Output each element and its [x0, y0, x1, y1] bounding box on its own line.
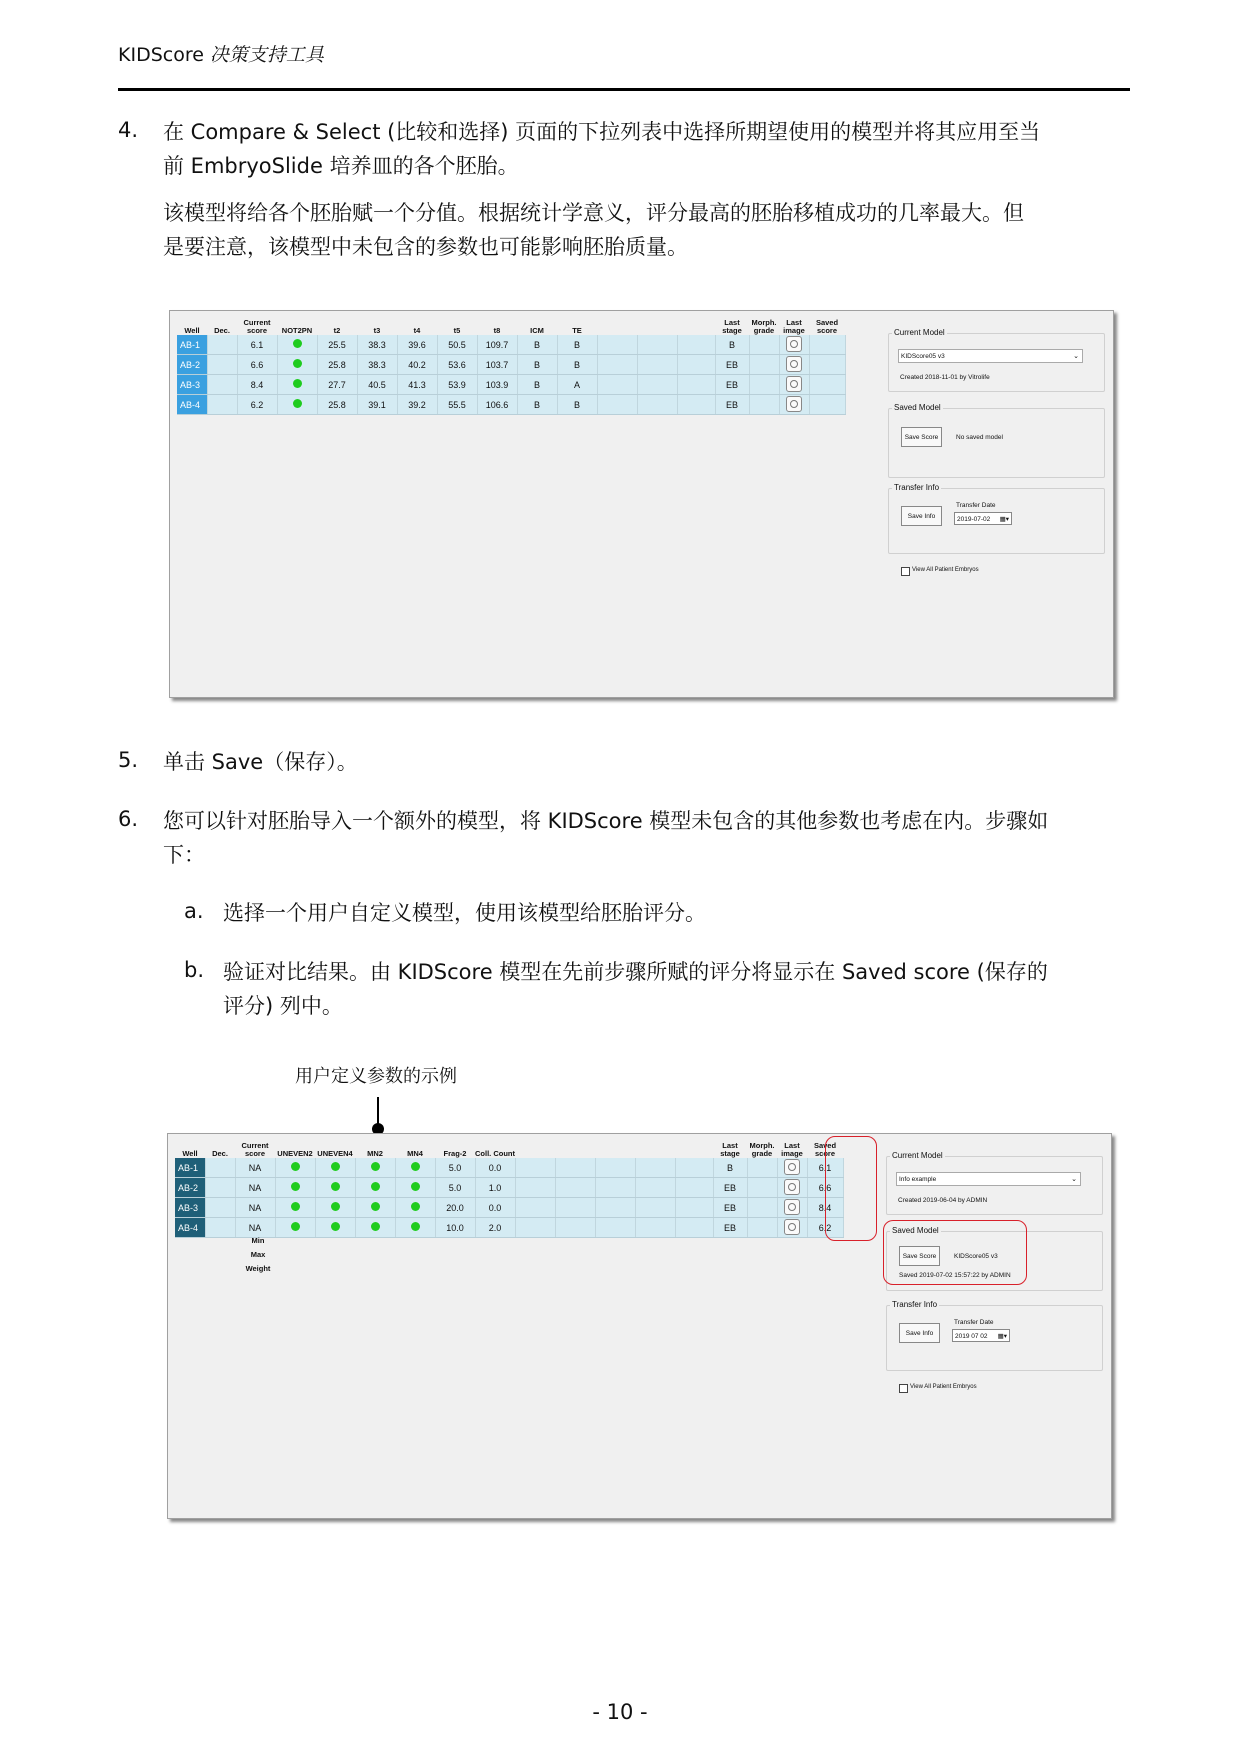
table-cell: 5.0	[435, 1158, 475, 1178]
green-dot-icon	[331, 1182, 340, 1191]
table-cell	[809, 375, 845, 395]
table-cell: 25.8	[317, 395, 357, 415]
table-cell	[677, 335, 715, 355]
chevron-down-icon: ⌄	[1073, 353, 1079, 360]
column-header	[637, 317, 677, 335]
table-cell: 106.6	[477, 395, 517, 415]
table-cell: NA	[235, 1158, 275, 1178]
table-cell: 6.1	[807, 1158, 843, 1178]
green-dot-icon	[371, 1222, 380, 1231]
table-cell: EB	[713, 1178, 747, 1198]
table-cell: 103.9	[477, 375, 517, 395]
transfer-date-label: Transfer Date	[954, 1319, 994, 1326]
step-4-line2: 前 EmbryoSlide 培养皿的各个胚胎。	[163, 154, 519, 178]
column-header: Morph. grade	[751, 318, 777, 335]
camera-icon[interactable]	[784, 1159, 800, 1175]
column-header: t8	[493, 326, 501, 335]
saved-model-name: KIDScore05 v3	[954, 1253, 998, 1260]
view-all-checkbox[interactable]	[901, 567, 910, 576]
column-header: Last image	[781, 1141, 803, 1158]
green-dot-icon	[293, 379, 302, 388]
status-cell	[395, 1198, 435, 1218]
column-header	[555, 1140, 595, 1158]
table-cell: B	[715, 335, 749, 355]
table-cell: 53.6	[437, 355, 477, 375]
saved-score-highlight	[825, 1136, 877, 1241]
embryo-table-1	[177, 317, 846, 415]
last-image-cell	[777, 1198, 807, 1218]
well-id: AB-4	[175, 1218, 205, 1238]
table-cell	[207, 395, 237, 415]
green-dot-icon	[411, 1162, 420, 1171]
column-header	[515, 1140, 555, 1158]
last-image-cell	[779, 355, 809, 375]
column-header: Dec.	[214, 326, 230, 335]
table-cell: EB	[715, 375, 749, 395]
column-header: Morph. grade	[749, 1141, 775, 1158]
step-4-para2-line2: 是要注意，该模型中未包含的参数也可能影响胚胎质量。	[163, 235, 688, 259]
green-dot-icon	[291, 1202, 300, 1211]
model-dropdown-value: Info example	[899, 1176, 937, 1183]
step-a-letter: a.	[184, 899, 204, 923]
table-cell	[205, 1158, 235, 1178]
transfer-info-title: Transfer Info	[894, 483, 940, 492]
table-cell	[597, 355, 637, 375]
table-cell	[677, 375, 715, 395]
table-cell: 6.2	[237, 395, 277, 415]
table-row[interactable]	[177, 355, 845, 375]
well-id: AB-2	[177, 355, 207, 375]
column-header: MN2	[367, 1149, 383, 1158]
table-cell	[747, 1178, 777, 1198]
column-header: t2	[333, 326, 341, 335]
save-score-button[interactable]: Save Score	[899, 1246, 940, 1266]
table-cell	[555, 1178, 595, 1198]
table-cell: B	[517, 355, 557, 375]
saved-model-highlight	[883, 1220, 1027, 1285]
screenshot-compare-select-2	[167, 1133, 1112, 1519]
screenshot-compare-select-1	[169, 310, 1114, 698]
column-header	[595, 1140, 635, 1158]
transfer-date-value: 2019 07 02	[955, 1333, 988, 1340]
table-cell	[635, 1198, 675, 1218]
table-row[interactable]	[177, 395, 845, 415]
green-dot-icon	[291, 1182, 300, 1191]
view-all-checkbox[interactable]	[899, 1384, 908, 1393]
camera-icon[interactable]	[784, 1179, 800, 1195]
table-cell: B	[517, 375, 557, 395]
table-cell	[597, 375, 637, 395]
table-cell	[809, 355, 845, 375]
table-row[interactable]	[175, 1218, 843, 1238]
table-row[interactable]	[175, 1198, 843, 1218]
table-cell: B	[713, 1158, 747, 1178]
last-image-cell	[777, 1178, 807, 1198]
saved-model-title: Saved Model	[892, 1226, 939, 1235]
table-cell	[675, 1158, 713, 1178]
table-cell	[205, 1198, 235, 1218]
step-6-line2: 下：	[163, 843, 205, 867]
table-cell: 40.5	[357, 375, 397, 395]
table-cell	[809, 335, 845, 355]
table-cell	[515, 1198, 555, 1218]
table-cell: B	[517, 335, 557, 355]
column-header: TE	[572, 326, 582, 335]
column-header: Current score	[243, 318, 271, 335]
model-dropdown[interactable]	[896, 1172, 1081, 1186]
column-header: Dec.	[212, 1149, 228, 1158]
step-4-number: 4.	[118, 118, 139, 142]
table-cell	[677, 355, 715, 375]
table-cell: 55.5	[437, 395, 477, 415]
table-cell	[635, 1218, 675, 1238]
column-header	[597, 317, 637, 335]
status-cell	[315, 1218, 355, 1238]
green-dot-icon	[411, 1202, 420, 1211]
transfer-date-value: 2019-07-02	[957, 516, 991, 523]
column-header: NOT2PN	[281, 326, 313, 335]
column-header	[675, 1140, 713, 1158]
well-id: AB-3	[177, 375, 207, 395]
status-cell	[315, 1158, 355, 1178]
table-cell: 109.7	[477, 335, 517, 355]
status-cell	[395, 1218, 435, 1238]
step-4-line1: 在 Compare & Select (比较和选择) 页面的下拉列表中选择所期望使用的模型并将其应用至当	[163, 120, 1041, 144]
camera-icon[interactable]	[786, 396, 802, 412]
column-header: t3	[373, 326, 381, 335]
column-header: Saved score	[813, 1141, 837, 1158]
table-cell	[637, 335, 677, 355]
table-cell: 40.2	[397, 355, 437, 375]
page-number: - 10 -	[592, 1700, 648, 1724]
table-cell: EB	[713, 1198, 747, 1218]
table-cell	[555, 1198, 595, 1218]
status-cell	[315, 1178, 355, 1198]
column-header: Well	[184, 326, 200, 335]
step-6-line1: 您可以针对胚胎导入一个额外的模型，将 KIDScore 模型未包含的其他参数也考虑在内。步骤如	[163, 809, 1049, 833]
column-header: UNEVEN4	[317, 1149, 353, 1158]
status-cell	[315, 1198, 355, 1218]
table-cell	[515, 1158, 555, 1178]
last-image-cell	[777, 1218, 807, 1238]
table-cell: 6.2	[807, 1218, 843, 1238]
status-cell	[395, 1178, 435, 1198]
status-cell	[277, 335, 317, 355]
step-6-number: 6.	[118, 807, 139, 831]
table-cell	[597, 395, 637, 415]
step-b-line1: 验证对比结果。由 KIDScore 模型在先前步骤所赋的评分将显示在 Saved score (保存的	[223, 960, 1048, 984]
table-cell	[595, 1158, 635, 1178]
column-header: t4	[413, 326, 421, 335]
table-cell	[747, 1158, 777, 1178]
save-info-button[interactable]: Save Info	[901, 506, 942, 526]
view-all-label: View All Patient Embryos	[910, 1384, 977, 1390]
table-cell: 103.7	[477, 355, 517, 375]
table-cell	[637, 395, 677, 415]
table-cell: EB	[715, 355, 749, 375]
max-label: Max	[250, 1250, 266, 1259]
last-image-cell	[777, 1158, 807, 1178]
transfer-date-label: Transfer Date	[956, 502, 996, 509]
status-cell	[275, 1178, 315, 1198]
calendar-icon: ▦▾	[999, 516, 1009, 523]
green-dot-icon	[331, 1222, 340, 1231]
table-cell: NA	[235, 1198, 275, 1218]
table-cell	[515, 1178, 555, 1198]
table-cell	[675, 1178, 713, 1198]
green-dot-icon	[291, 1162, 300, 1171]
table-cell: 0.0	[475, 1158, 515, 1178]
table-row[interactable]	[177, 335, 845, 355]
well-id: AB-2	[175, 1178, 205, 1198]
last-image-cell	[779, 395, 809, 415]
status-cell	[277, 355, 317, 375]
table-cell: 6.6	[237, 355, 277, 375]
table-cell	[515, 1218, 555, 1238]
table-cell: NA	[235, 1178, 275, 1198]
table-cell	[637, 355, 677, 375]
column-header: t5	[453, 326, 461, 335]
table-cell: B	[557, 395, 597, 415]
table-cell	[749, 395, 779, 415]
well-id: AB-1	[177, 335, 207, 355]
well-id: AB-4	[177, 395, 207, 415]
table-row[interactable]	[177, 375, 845, 395]
step-b-line2: 评分) 列中。	[223, 994, 343, 1018]
status-cell	[275, 1158, 315, 1178]
calendar-icon: ▦▾	[997, 1333, 1007, 1340]
green-dot-icon	[331, 1162, 340, 1171]
status-cell	[275, 1218, 315, 1238]
table-cell: 20.0	[435, 1198, 475, 1218]
table-cell	[809, 395, 845, 415]
camera-icon[interactable]	[786, 376, 802, 392]
table-cell: 53.9	[437, 375, 477, 395]
table-cell: B	[557, 355, 597, 375]
table-cell	[749, 355, 779, 375]
table-cell: 39.6	[397, 335, 437, 355]
status-cell	[395, 1158, 435, 1178]
table-cell: 39.1	[357, 395, 397, 415]
column-header: Frag-2	[443, 1149, 467, 1158]
column-header: Last image	[783, 318, 805, 335]
table-cell	[747, 1218, 777, 1238]
status-cell	[355, 1158, 395, 1178]
table-cell: 8.4	[237, 375, 277, 395]
header-title: 决策支持工具	[209, 44, 324, 66]
table-cell: 2.0	[475, 1218, 515, 1238]
table-cell: EB	[713, 1218, 747, 1238]
table-cell: 8.4	[807, 1198, 843, 1218]
transfer-date-picker[interactable]	[952, 1329, 1010, 1342]
column-header	[677, 317, 715, 335]
chevron-down-icon: ⌄	[1071, 1176, 1077, 1183]
step-5-text: 单击 Save（保存）。	[163, 750, 358, 774]
table-cell	[595, 1198, 635, 1218]
saved-model-info: Saved 2019-07-02 15:57:22 by ADMIN	[899, 1272, 1011, 1279]
table-cell	[675, 1218, 713, 1238]
table-cell: 1.0	[475, 1178, 515, 1198]
status-cell	[277, 395, 317, 415]
model-created-text: Created 2019-06-04 by ADMIN	[898, 1197, 988, 1204]
last-image-cell	[779, 375, 809, 395]
save-info-button[interactable]: Save Info	[899, 1323, 940, 1343]
camera-icon[interactable]	[784, 1219, 800, 1235]
table-cell	[555, 1218, 595, 1238]
table-cell: B	[517, 395, 557, 415]
column-header	[635, 1140, 675, 1158]
table-cell: 6.6	[807, 1178, 843, 1198]
green-dot-icon	[331, 1202, 340, 1211]
transfer-info-title: Transfer Info	[892, 1300, 938, 1309]
green-dot-icon	[371, 1202, 380, 1211]
green-dot-icon	[371, 1182, 380, 1191]
table-cell: 5.0	[435, 1178, 475, 1198]
header-rule	[118, 88, 1130, 91]
table-cell: 38.3	[357, 355, 397, 375]
column-header: Last stage	[720, 1141, 740, 1158]
table-cell	[595, 1178, 635, 1198]
table-cell	[205, 1218, 235, 1238]
green-dot-icon	[291, 1222, 300, 1231]
table-cell	[595, 1218, 635, 1238]
column-header: ICM	[530, 326, 544, 335]
view-all-label: View All Patient Embryos	[912, 567, 979, 573]
model-dropdown-value: KIDScore05 v3	[901, 353, 945, 360]
table-cell	[637, 375, 677, 395]
table-cell: 6.1	[237, 335, 277, 355]
table-row[interactable]	[175, 1158, 843, 1178]
green-dot-icon	[411, 1222, 420, 1231]
table-cell: 27.7	[317, 375, 357, 395]
table-cell	[205, 1178, 235, 1198]
table-cell: 10.0	[435, 1218, 475, 1238]
step-5-number: 5.	[118, 748, 139, 772]
status-cell	[355, 1178, 395, 1198]
step-b-letter: b.	[184, 958, 205, 982]
table-cell: 39.2	[397, 395, 437, 415]
step-4-para2-line1: 该模型将给各个胚胎赋一个分值。根据统计学意义，评分最高的胚胎移植成功的几率最大。但	[163, 201, 1024, 225]
column-header: Saved score	[815, 318, 839, 335]
table-row[interactable]	[175, 1178, 843, 1198]
table-cell	[207, 355, 237, 375]
model-created-text: Created 2018-11-01 by Vitrolife	[900, 374, 990, 381]
well-id: AB-1	[175, 1158, 205, 1178]
green-dot-icon	[293, 339, 302, 348]
status-cell	[277, 375, 317, 395]
table-cell: A	[557, 375, 597, 395]
camera-icon[interactable]	[786, 356, 802, 372]
camera-icon[interactable]	[786, 336, 802, 352]
saved-model-title: Saved Model	[894, 403, 941, 412]
column-header: UNEVEN2	[277, 1149, 313, 1158]
min-label: Min	[251, 1236, 265, 1245]
green-dot-icon	[411, 1182, 420, 1191]
camera-icon[interactable]	[784, 1199, 800, 1215]
table-cell	[555, 1158, 595, 1178]
table-cell: 25.5	[317, 335, 357, 355]
saved-model-info: No saved model	[956, 434, 1003, 441]
table-cell	[677, 395, 715, 415]
column-header: Coll. Count	[475, 1149, 515, 1158]
page-header	[118, 40, 324, 67]
step-a-text: 选择一个用户自定义模型，使用该模型给胚胎评分。	[223, 901, 706, 925]
table-cell	[207, 375, 237, 395]
table-cell	[635, 1178, 675, 1198]
table-cell: NA	[235, 1218, 275, 1238]
status-cell	[355, 1198, 395, 1218]
header-app: KIDScore	[118, 44, 204, 66]
table-cell	[207, 335, 237, 355]
table-cell	[749, 335, 779, 355]
column-header: MN4	[407, 1149, 423, 1158]
table-cell: 41.3	[397, 375, 437, 395]
table-cell: 50.5	[437, 335, 477, 355]
table-cell	[675, 1198, 713, 1218]
table-cell: B	[557, 335, 597, 355]
callout-label: 用户定义参数的示例	[295, 1066, 457, 1087]
table-cell: 25.8	[317, 355, 357, 375]
status-cell	[275, 1198, 315, 1218]
embryo-table-2	[175, 1140, 844, 1238]
green-dot-icon	[371, 1162, 380, 1171]
table-cell	[747, 1198, 777, 1218]
transfer-date-picker[interactable]	[954, 512, 1012, 525]
green-dot-icon	[293, 359, 302, 368]
last-image-cell	[779, 335, 809, 355]
table-cell: 38.3	[357, 335, 397, 355]
table-cell	[749, 375, 779, 395]
current-model-title: Current Model	[892, 1151, 943, 1160]
column-header: Current score	[241, 1141, 269, 1158]
well-id: AB-3	[175, 1198, 205, 1218]
status-cell	[355, 1218, 395, 1238]
current-model-title: Current Model	[894, 328, 945, 337]
table-cell: 0.0	[475, 1198, 515, 1218]
weight-label: Weight	[245, 1264, 271, 1273]
table-cell: EB	[715, 395, 749, 415]
table-cell	[597, 335, 637, 355]
green-dot-icon	[293, 399, 302, 408]
column-header: Well	[182, 1149, 198, 1158]
table-cell	[635, 1158, 675, 1178]
column-header: Last stage	[722, 318, 742, 335]
model-dropdown[interactable]	[898, 349, 1083, 363]
save-score-button[interactable]: Save Score	[901, 427, 942, 447]
